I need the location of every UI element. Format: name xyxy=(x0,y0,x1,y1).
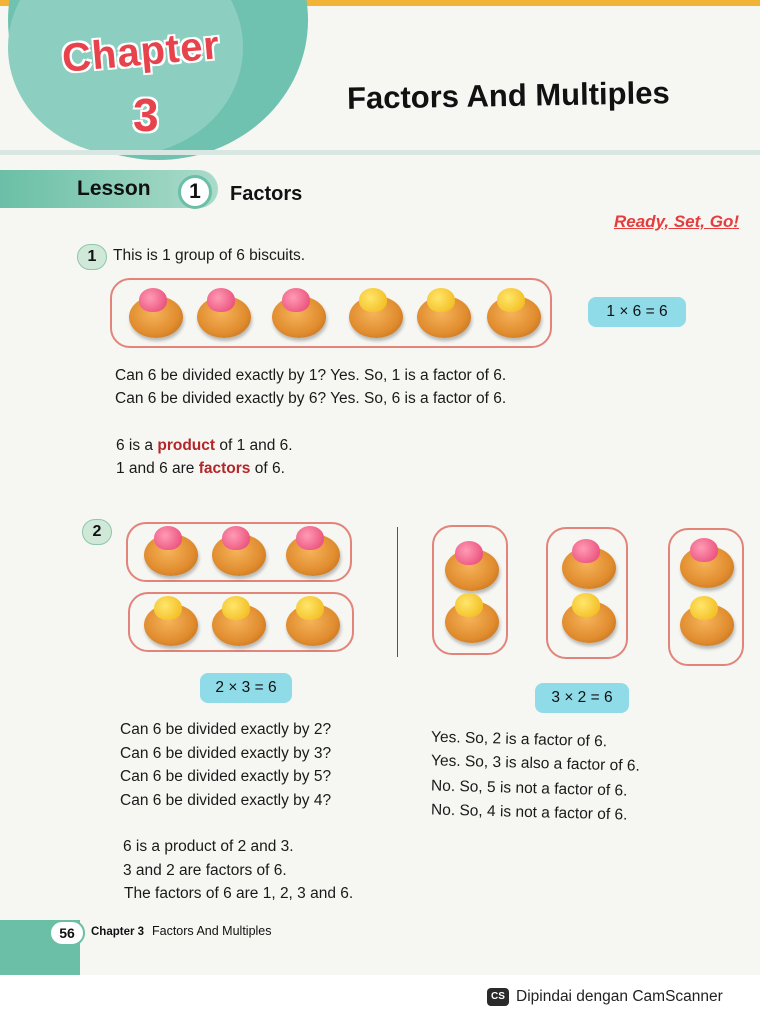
yellow-icing xyxy=(427,288,455,312)
factors-sentence-pre: 1 and 6 are xyxy=(116,460,199,477)
biscuit xyxy=(680,604,734,646)
example-2-badge: 2 xyxy=(82,519,112,545)
biscuit xyxy=(144,604,198,646)
question-2: Can 6 be divided exactly by 3? xyxy=(120,745,332,762)
biscuit-column xyxy=(668,528,744,666)
biscuit xyxy=(417,296,471,338)
summary-3: The factors of 6 are 1, 2, 3 and 6. xyxy=(124,885,354,902)
pink-icing xyxy=(154,526,182,550)
answer-2: Yes. So, 3 is also a factor of 6. xyxy=(430,752,640,775)
biscuit xyxy=(129,296,183,338)
answer-3: No. So, 5 is not a factor of 6. xyxy=(430,777,628,800)
pink-icing xyxy=(139,288,167,312)
yellow-icing xyxy=(497,288,525,312)
yellow-icing xyxy=(455,593,483,617)
pink-icing xyxy=(207,288,235,312)
factors-sentence xyxy=(116,460,285,478)
pink-icing xyxy=(296,526,324,550)
biscuit xyxy=(197,296,251,338)
header-divider xyxy=(0,150,760,155)
equation-3x2: 3 × 2 = 6 xyxy=(535,683,629,713)
question-3: Can 6 be divided exactly by 5? xyxy=(120,768,332,785)
biscuit-column xyxy=(432,525,508,655)
footer-chapter-label: Chapter 3 xyxy=(91,926,145,938)
biscuit xyxy=(680,546,734,588)
chapter-number: 3 xyxy=(133,89,159,141)
biscuit xyxy=(272,296,326,338)
summary-2: 3 and 2 are factors of 6. xyxy=(123,862,287,879)
ready-set-go-label: Ready, Set, Go! xyxy=(614,212,740,231)
biscuit-tray-six xyxy=(110,278,552,348)
biscuit xyxy=(144,534,198,576)
example-1-line-2: Can 6 be divided exactly by 6? Yes. So, 6 is a factor of 6. xyxy=(115,390,507,407)
biscuit xyxy=(349,296,403,338)
biscuit xyxy=(286,534,340,576)
biscuit xyxy=(212,604,266,646)
product-sentence-pre: 6 is a xyxy=(116,437,158,454)
biscuit-row-yellow xyxy=(128,592,354,652)
pink-icing xyxy=(572,539,600,563)
product-sentence xyxy=(116,437,293,455)
divider-line xyxy=(397,527,398,657)
biscuit-row-pink xyxy=(126,522,352,582)
biscuit xyxy=(445,549,499,591)
pink-icing xyxy=(282,288,310,312)
footer-chapter-title: Factors And Multiples xyxy=(152,924,272,938)
equation-1x6: 1 × 6 = 6 xyxy=(588,297,686,327)
chapter-word: Chapter xyxy=(60,23,222,81)
summary-1: 6 is a product of 2 and 3. xyxy=(123,838,294,855)
yellow-icing xyxy=(222,596,250,620)
example-1-badge: 1 xyxy=(77,244,107,270)
lesson-label: Lesson xyxy=(77,177,151,200)
question-4: Can 6 be divided exactly by 4? xyxy=(120,792,332,809)
biscuit-column xyxy=(546,527,628,659)
pink-icing xyxy=(690,538,718,562)
pink-icing xyxy=(222,526,250,550)
biscuit xyxy=(562,547,616,589)
biscuit xyxy=(212,534,266,576)
scanner-text: Dipindai dengan CamScanner xyxy=(516,988,723,1005)
yellow-icing xyxy=(296,596,324,620)
product-sentence-post: of 1 and 6. xyxy=(215,437,293,454)
factors-keyword: factors xyxy=(198,460,251,477)
answer-1: Yes. So, 2 is a factor of 6. xyxy=(430,728,608,751)
pink-icing xyxy=(455,541,483,565)
page-number: 56 xyxy=(49,920,85,946)
yellow-icing xyxy=(690,596,718,620)
answer-4: No. So, 4 is not a factor of 6. xyxy=(430,801,628,824)
biscuit xyxy=(286,604,340,646)
yellow-icing xyxy=(359,288,387,312)
camscanner-logo: CS xyxy=(487,988,509,1006)
yellow-icing xyxy=(154,596,182,620)
biscuit xyxy=(445,601,499,643)
chapter-title: Factors And Multiples xyxy=(346,75,670,116)
example-1-intro: This is 1 group of 6 biscuits. xyxy=(113,247,306,264)
biscuit xyxy=(487,296,541,338)
lesson-number: 1 xyxy=(178,175,212,209)
biscuit xyxy=(562,601,616,643)
factors-sentence-post: of 6. xyxy=(250,460,285,477)
yellow-icing xyxy=(572,593,600,617)
product-keyword: product xyxy=(157,437,216,454)
equation-2x3: 2 × 3 = 6 xyxy=(200,673,292,703)
example-1-line-1: Can 6 be divided exactly by 1? Yes. So, 1 is a factor of 6. xyxy=(115,367,507,384)
question-1: Can 6 be divided exactly by 2? xyxy=(120,721,332,738)
lesson-title: Factors xyxy=(230,183,303,205)
